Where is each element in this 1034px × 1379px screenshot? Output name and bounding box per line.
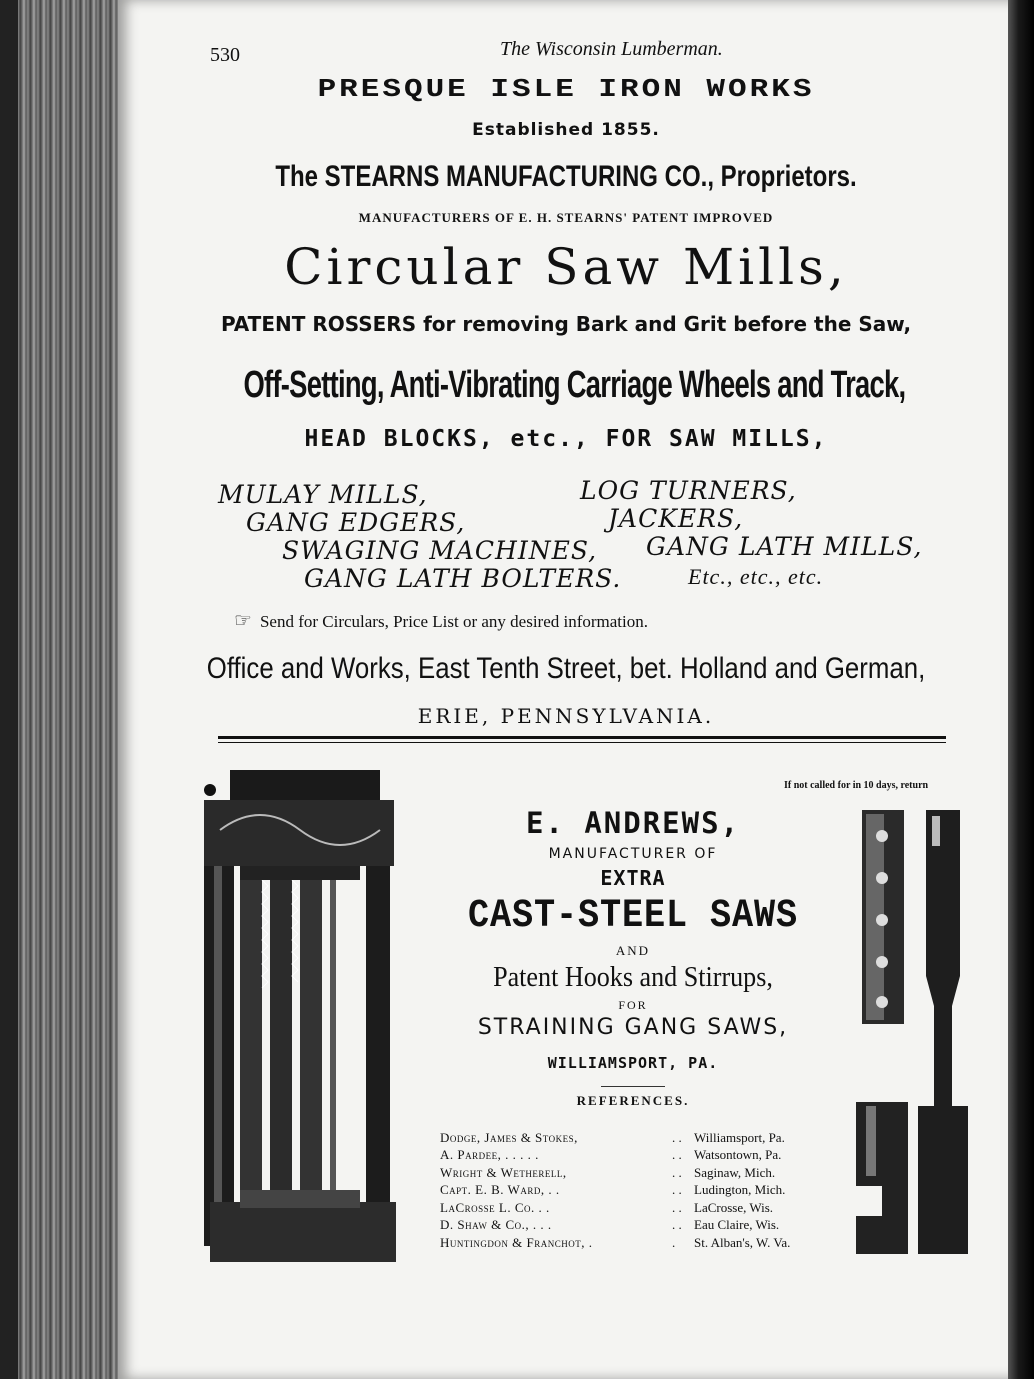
reference-place: Ludington, Mich. [694,1182,786,1198]
references-title: REFERENCES. [576,1093,690,1108]
binding-shadow [0,0,18,1379]
city-line: ERIE, PENNSYLVANIA. [417,704,715,728]
extra-line: EXTRA [600,866,666,890]
product-item: LOG TURNERS, [580,476,797,505]
reference-row [440,1234,850,1252]
reference-place: Williamsport, Pa. [694,1129,785,1145]
short-rule [601,1086,665,1087]
reference-row [440,1129,850,1147]
reference-name: LaCrosse L. Co. . . [440,1199,550,1215]
manufacturer-of-line: MANUFACTURER OF [548,846,718,862]
and-line: AND [615,943,651,958]
reference-place: Saginaw, Mich. [694,1164,776,1180]
send-text: Send for Circulars, Price List or any desired information. [259,612,649,631]
product-item: GANG EDGERS, [246,508,466,537]
pointing-hand-icon: ☞ [234,610,252,632]
reference-name: Capt. E. B. Ward, . . [440,1182,560,1198]
divider-rule [218,742,946,743]
reference-leader: . . [672,1199,682,1215]
running-head: The Wisconsin Lumberman. [500,38,723,60]
straining-gang-saws-line: STRAINING GANG SAWS, [477,1015,789,1040]
reference-place: St. Alban's, W. Va. [694,1234,791,1250]
product-item: JACKERS, [608,504,744,533]
established-line: Established 1855. [472,120,660,140]
reference-name: Huntingdon & Franchot, . [440,1234,593,1250]
saw-hooks-stirrups-illustration [852,806,982,1268]
page-number: 530 [210,44,240,66]
page-edge-shadow [1008,0,1034,1379]
book-binding [0,0,120,1379]
reference-name: Dodge, James & Stokes, [440,1129,578,1145]
return-notice: If not called for in 10 days, return [784,780,929,791]
reference-row [440,1199,850,1217]
reference-row [440,1164,850,1182]
reference-row [440,1217,850,1235]
ad-title-presque-isle: PRESQUE ISLE IRON WORKS [317,74,815,105]
product-item: GANG LATH BOLTERS. [304,564,622,593]
manufacturers-line: MANUFACTURERS OF E. H. STEARNS' PATENT IMPROVED [358,210,774,225]
reference-place: LaCrosse, Wis. [694,1199,774,1215]
reference-leader: . . [672,1129,682,1145]
reference-name: D. Shaw & Co., . . . [440,1217,552,1233]
reference-name: Wright & Wetherell, [440,1164,567,1180]
headline-circular-saw-mills: Circular Saw Mills, [284,238,848,296]
carriage-wheels-line: Off-Setting, Anti-Vibrating Carriage Wheels and Track, [243,364,906,406]
reference-row [440,1147,850,1165]
divider-rule [218,736,946,739]
reference-leader: . . [672,1147,682,1163]
product-item: MULAY MILLS, [218,480,428,509]
magazine-page [118,0,1014,1379]
reference-row [440,1182,850,1200]
patent-hooks-line: Patent Hooks and Stirrups, [493,961,773,993]
office-address: Office and Works, East Tenth Street, bet. Holland and German, [206,652,926,685]
product-item: SWAGING MACHINES, [282,536,598,565]
andrews-ad [408,806,858,1109]
reference-place: Eau Claire, Wis. [694,1217,780,1233]
reference-leader: . . [672,1217,682,1233]
proprietors-line: The STEARNS MANUFACTURING CO., Proprietors. [275,160,857,193]
references-list [440,1129,850,1252]
andrews-name: E. ANDREWS, [525,806,741,840]
product-item-etc: Etc., etc., etc. [688,564,824,589]
for-line: FOR [618,998,648,1012]
location-line: WILLIAMSPORT, PA. [547,1054,719,1072]
head-blocks-line: HEAD BLOCKS, etc., FOR SAW MILLS, [304,426,828,452]
send-for-circulars [234,608,648,633]
gang-saw-frame-illustration [200,770,406,1266]
patent-rossers-line: PATENT ROSSERS for removing Bark and Grit before the Saw, [220,312,912,336]
reference-name: A. Pardee, . . . . . [440,1147,539,1163]
reference-leader: . [672,1234,676,1250]
product-item: GANG LATH MILLS, [646,532,923,561]
cast-steel-saws-headline: CAST-STEEL SAWS [467,894,799,939]
reference-leader: . . [672,1182,682,1198]
reference-leader: . . [672,1164,682,1180]
reference-place: Watsontown, Pa. [694,1147,782,1163]
